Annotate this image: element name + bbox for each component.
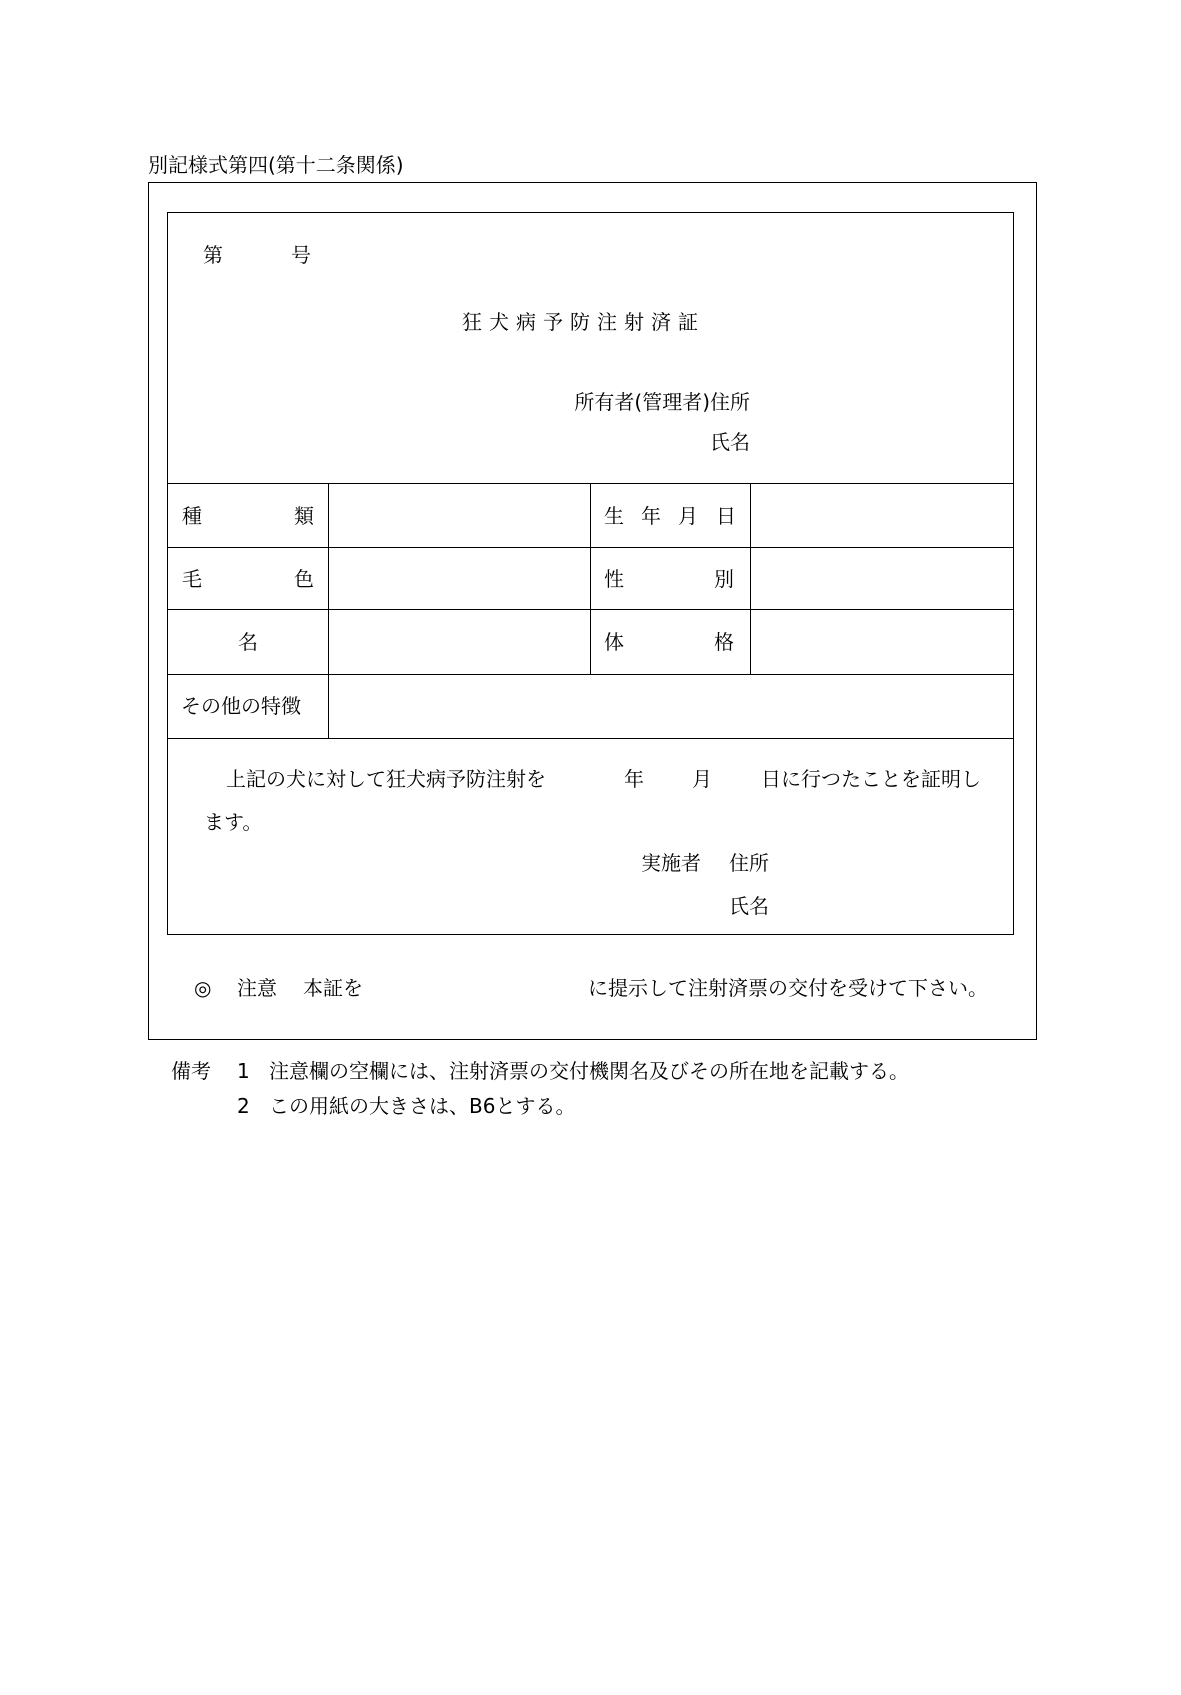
label-birth-3: 月 [678, 504, 698, 528]
label-build-2: 格 [714, 630, 734, 654]
remark-number: 2 [237, 1094, 250, 1118]
number-suffix: 号 [291, 243, 311, 267]
column-divider [750, 483, 751, 674]
note-text-2: に提示して注射済票の交付を受けて下さい。 [588, 976, 988, 1000]
label-color-2: 色 [294, 567, 314, 591]
statement-year: 年 [624, 767, 644, 791]
statement-part3: ます。 [204, 810, 263, 834]
label-sex-2: 別 [714, 567, 734, 591]
certificate-title: 狂犬病予防注射済証 [462, 310, 705, 334]
label-other-features: その他の特徴 [181, 694, 301, 718]
column-divider [590, 483, 591, 674]
label-name: 名 [238, 630, 258, 654]
label-color-1: 毛 [182, 567, 202, 591]
remarks-label: 備考 [171, 1059, 211, 1083]
statement-part2: 日に行つたことを証明し [761, 767, 981, 791]
owner-name-label: 氏名 [710, 430, 750, 454]
label-birth-4: 日 [716, 504, 736, 528]
note-label: 注意 [237, 976, 277, 1000]
column-divider [328, 483, 329, 738]
form-heading: 別記様式第四(第十二条関係) [148, 153, 404, 177]
statement-month: 月 [692, 767, 712, 791]
label-build-1: 体 [604, 630, 624, 654]
table-divider [167, 674, 1014, 675]
statement-part1: 上記の犬に対して狂犬病予防注射を [226, 767, 546, 791]
vaccinator-address-label: 住所 [729, 851, 769, 875]
vaccinator-label: 実施者 [641, 851, 701, 875]
remark-text: この用紙の大きさは、B6とする。 [269, 1094, 576, 1118]
label-sex-1: 性 [604, 567, 624, 591]
number-prefix: 第 [203, 243, 223, 267]
note-text-1: 本証を [303, 976, 363, 1000]
remark-number: 1 [237, 1059, 250, 1083]
double-circle-icon: ◎ [194, 976, 212, 1000]
owner-address-label: 所有者(管理者)住所 [574, 390, 750, 414]
remark-text: 注意欄の空欄には、注射済票の交付機関名及びその所在地を記載する。 [269, 1059, 909, 1083]
label-type-2: 類 [294, 504, 314, 528]
label-type-1: 種 [182, 504, 202, 528]
table-divider [167, 738, 1014, 739]
label-birth-2: 年 [641, 504, 661, 528]
vaccinator-name-label: 氏名 [729, 894, 769, 918]
label-birth-1: 生 [604, 504, 624, 528]
